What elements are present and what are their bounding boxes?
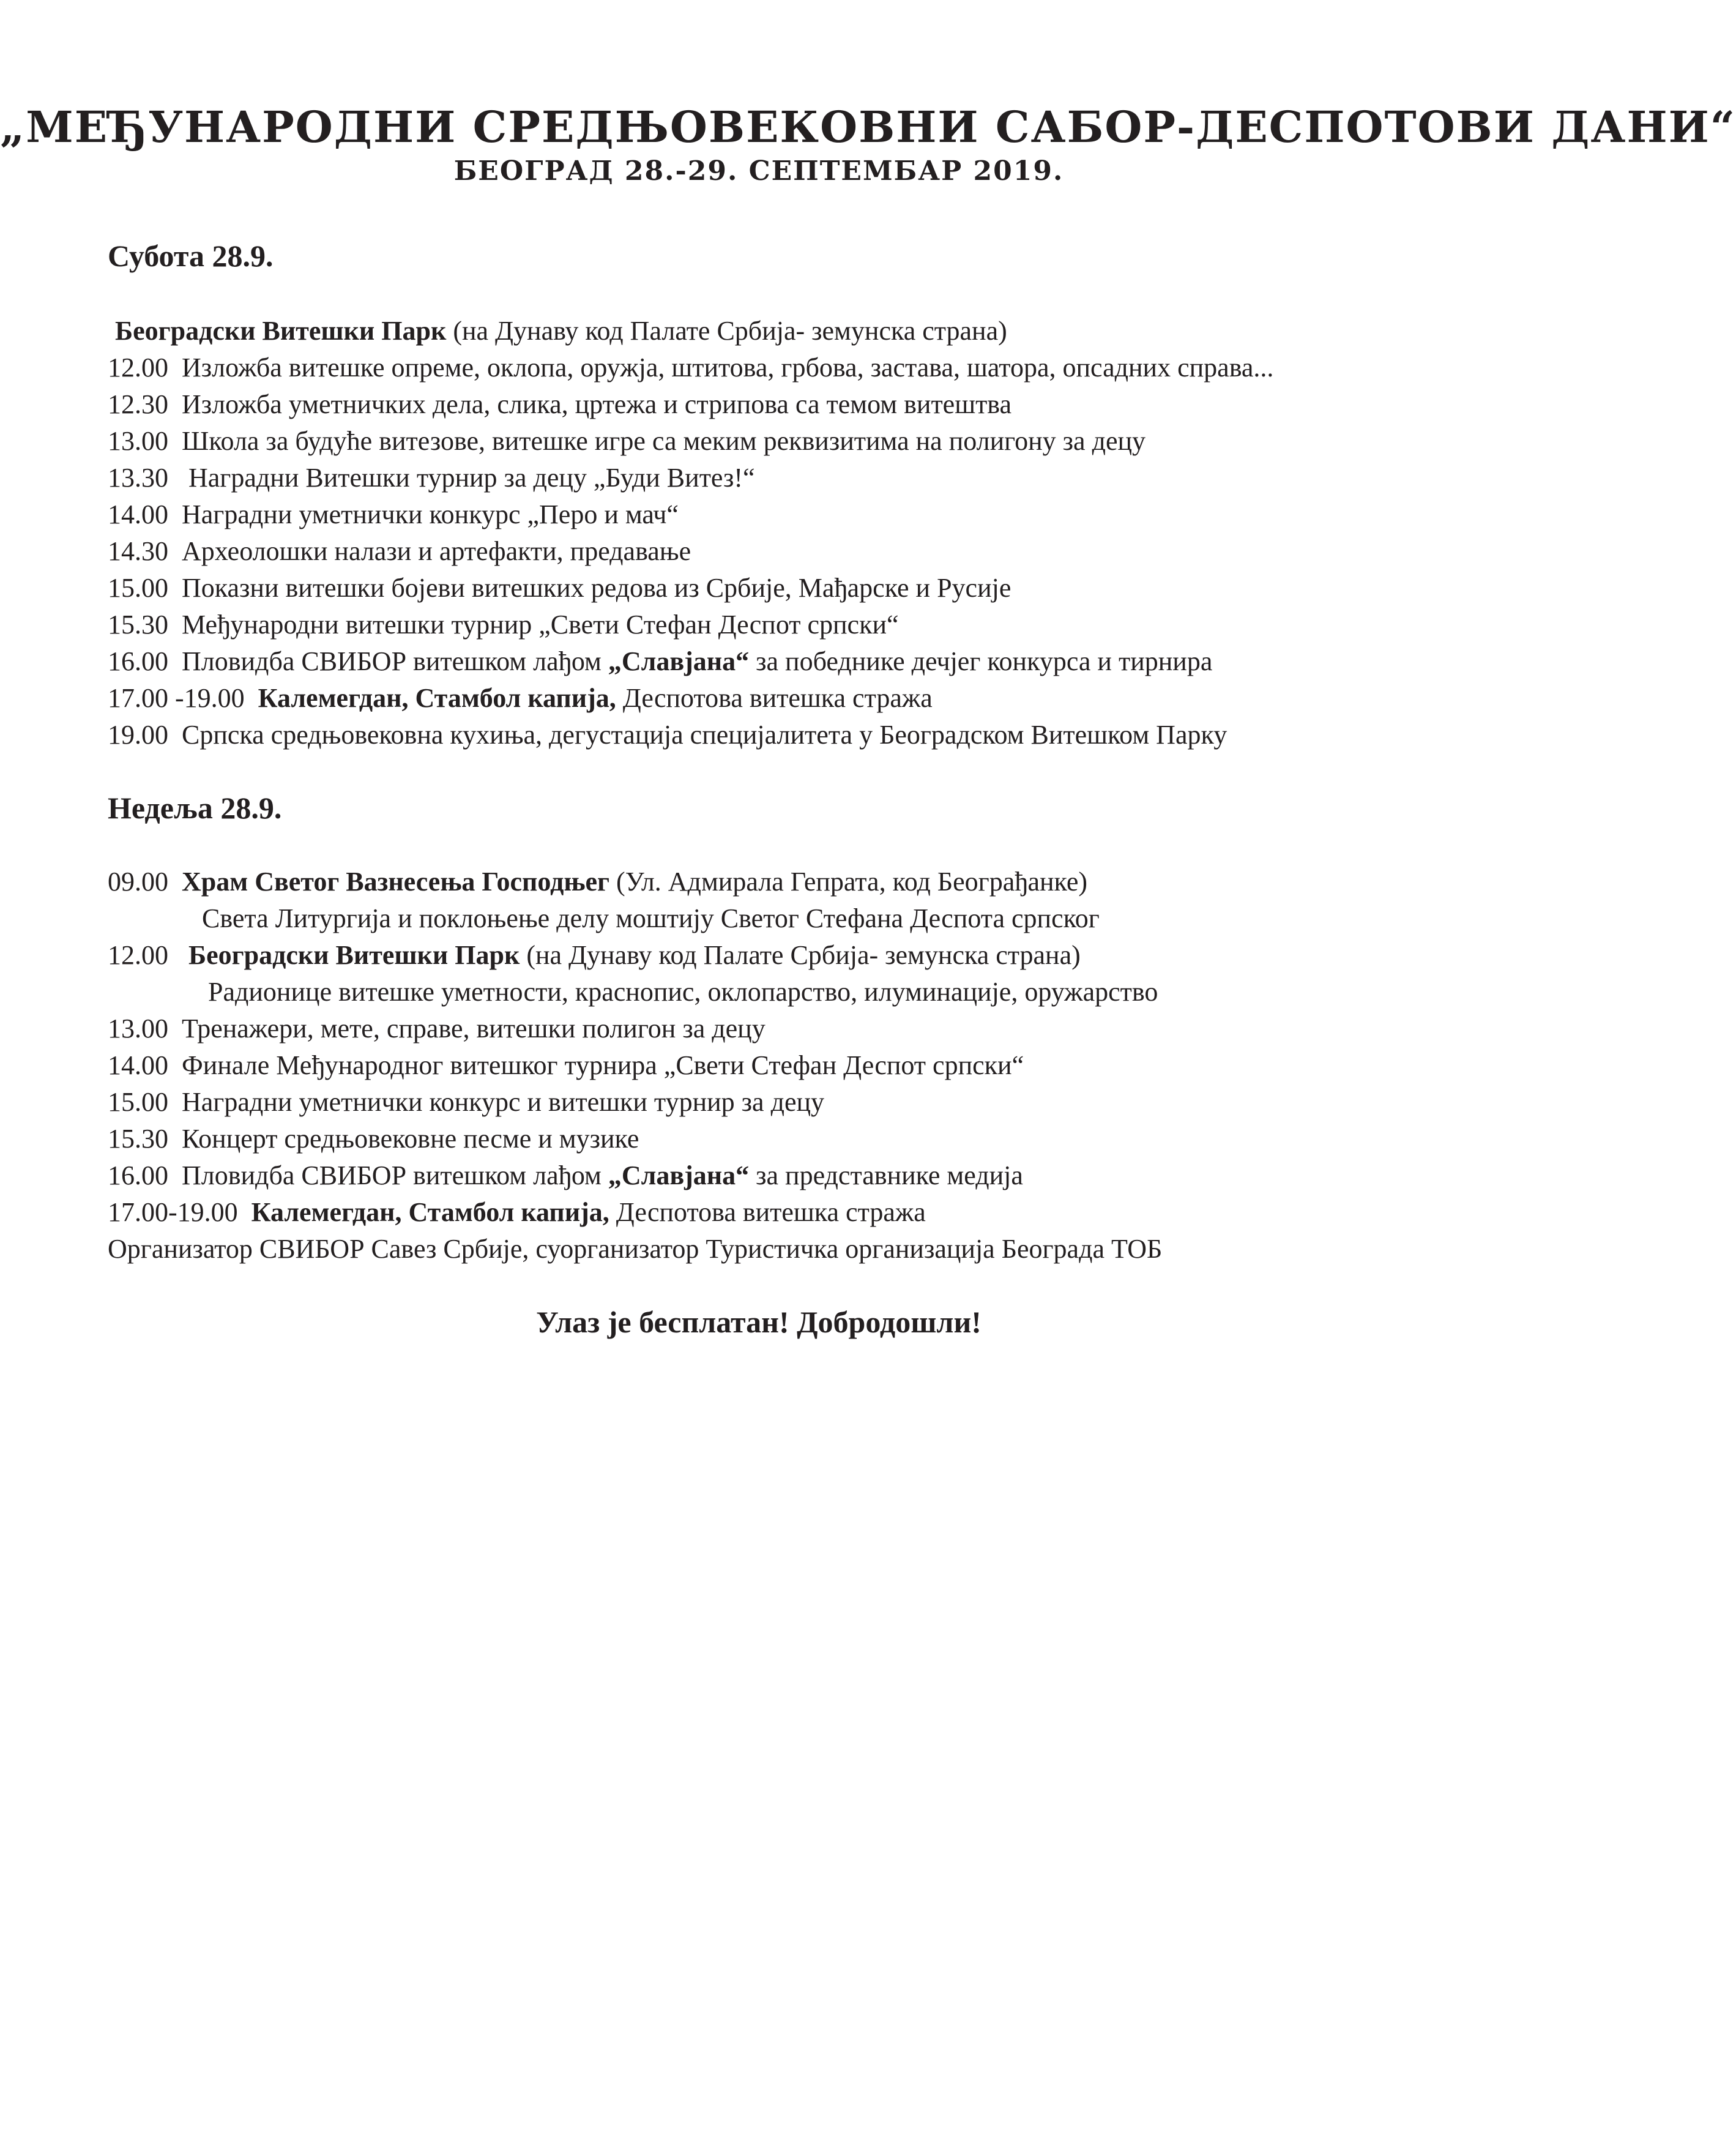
schedule-item	[108, 1085, 824, 1120]
schedule-text: Тренажери, мете, справе, витешки полигон за децу	[182, 1014, 766, 1044]
schedule-time: 15.00	[108, 573, 168, 603]
schedule-text-rest: Деспотова витешка стража	[609, 1197, 926, 1227]
schedule-item	[108, 534, 691, 569]
schedule-time: 12.00	[108, 353, 168, 383]
guard-location: Калемегдан, Стамбол капија,	[258, 683, 616, 713]
schedule-time: 13.00	[108, 1014, 168, 1044]
venue-name: Београдски Витешки Парк	[115, 316, 447, 346]
saturday-heading: Субота 28.9.	[108, 239, 274, 273]
schedule-text-rest: Деспотова витешка стража	[616, 683, 933, 713]
schedule-time: 14.00	[108, 499, 168, 529]
free-entry-note: Улаз је бесплатан! Добродошли!	[536, 1305, 982, 1339]
schedule-text-rest: за представнике медија	[749, 1160, 1023, 1190]
schedule-text: Концерт средњовековне песме и музике	[182, 1124, 639, 1154]
schedule-subitem: Света Литургија и поклоњење делу моштију Светог Стефана Деспота српског	[202, 903, 1100, 933]
venue-location: (на Дунаву код Палате Србија- земунска страна)	[446, 316, 1007, 346]
schedule-time: 13.00	[108, 426, 168, 456]
schedule-item-boat	[108, 1158, 1023, 1193]
page-subtitle: БЕОГРАД 28.-29. СЕПТЕМБАР 2019.	[453, 155, 1064, 187]
schedule-item-park	[108, 938, 1081, 973]
schedule-text: Изложба витешке опреме, оклопа, оружја, штитова, грбова, застава, шатора, опсадних справа...	[182, 353, 1274, 383]
schedule-text: Пловидба СВИБОР витешком лађом	[182, 1160, 608, 1190]
schedule-time: 16.00	[108, 646, 168, 676]
saturday-venue	[115, 313, 1007, 349]
schedule-time: 12.30	[108, 389, 168, 419]
schedule-time: 17.00 -19.00	[108, 683, 245, 713]
schedule-item	[108, 424, 1146, 459]
schedule-time: 13.30	[108, 463, 168, 493]
schedule-item-church	[108, 864, 1087, 900]
boat-name: „Славјана“	[608, 1160, 750, 1190]
schedule-time: 15.30	[108, 1124, 168, 1154]
schedule-time: 14.30	[108, 536, 168, 566]
schedule-text-rest: (Ул. Адмирала Гепрата, код Београђанке)	[609, 867, 1088, 897]
schedule-time: 09.00	[108, 867, 168, 897]
boat-name: „Славјана“	[608, 646, 750, 676]
guard-location: Калемегдан, Стамбол капија,	[251, 1197, 609, 1227]
schedule-text: Српска средњовековна кухиња, дегустација специјалитета у Београдском Витешком Парку	[182, 720, 1227, 750]
schedule-item-guard	[108, 1195, 926, 1230]
schedule-item-guard	[108, 681, 933, 716]
schedule-item	[108, 1048, 1024, 1083]
schedule-item	[108, 570, 1011, 606]
schedule-text: Школа за будуће витезове, витешке игре са меким реквизитима на полигону за децу	[182, 426, 1146, 456]
schedule-text: Пловидба СВИБОР витешком лађом	[182, 646, 608, 676]
schedule-text: Показни витешки бојеви витешких редова из Србије, Мађарске и Русије	[182, 573, 1011, 603]
schedule-text: Наградни уметнички конкурс и витешки турнир за децу	[182, 1087, 825, 1117]
venue-location: (на Дунаву код Палате Србија- земунска страна)	[520, 940, 1081, 970]
schedule-text: Финале Међународног витешког турнира „Свети Стефан Деспот српски“	[182, 1050, 1024, 1080]
schedule-item	[108, 460, 755, 496]
schedule-item	[108, 1011, 766, 1047]
schedule-item	[108, 717, 1227, 753]
schedule-text: Наградни уметнички конкурс „Перо и мач“	[182, 499, 679, 529]
schedule-item	[108, 1121, 639, 1157]
schedule-text: Археолошки налази и артефакти, предавање	[182, 536, 691, 566]
schedule-item	[108, 607, 899, 643]
schedule-time: 19.00	[108, 720, 168, 750]
page-title: „МЕЂУНАРОДНИ СРЕДЊОВЕКОВНИ САБОР-ДЕСПОТОВИ ДАНИ“	[0, 102, 1736, 152]
sunday-heading: Недеља 28.9.	[108, 791, 282, 825]
schedule-text: Међународни витешки турнир „Свети Стефан Деспот српски“	[182, 610, 899, 640]
schedule-time: 16.00	[108, 1160, 168, 1190]
schedule-time: 15.30	[108, 610, 168, 640]
church-name: Храм Светог Вазнесења Господњег	[182, 867, 609, 897]
schedule-time: 15.00	[108, 1087, 168, 1117]
schedule-item	[108, 387, 1011, 422]
schedule-text: Наградни Витешки турнир за децу „Буди Витез!“	[188, 463, 755, 493]
schedule-item	[108, 350, 1273, 386]
venue-name: Београдски Витешки Парк	[188, 940, 520, 970]
schedule-item	[108, 497, 679, 532]
schedule-text-rest: за победнике дечјег конкурса и тирнира	[749, 646, 1213, 676]
organizer-note: Организатор СВИБОР Савез Србије, суорганизатор Туристичка организација Београда ТОБ	[108, 1234, 1163, 1264]
schedule-time: 17.00-19.00	[108, 1197, 238, 1227]
schedule-item-boat	[108, 644, 1212, 679]
schedule-text: Изложба уметничких дела, слика, цртежа и стрипова са темом витештва	[182, 389, 1012, 419]
schedule-time: 14.00	[108, 1050, 168, 1080]
schedule-time: 12.00	[108, 940, 168, 970]
schedule-subitem: Радионице витешке уметности, краснопис, оклопарство, илуминације, оружарство	[208, 977, 1158, 1007]
